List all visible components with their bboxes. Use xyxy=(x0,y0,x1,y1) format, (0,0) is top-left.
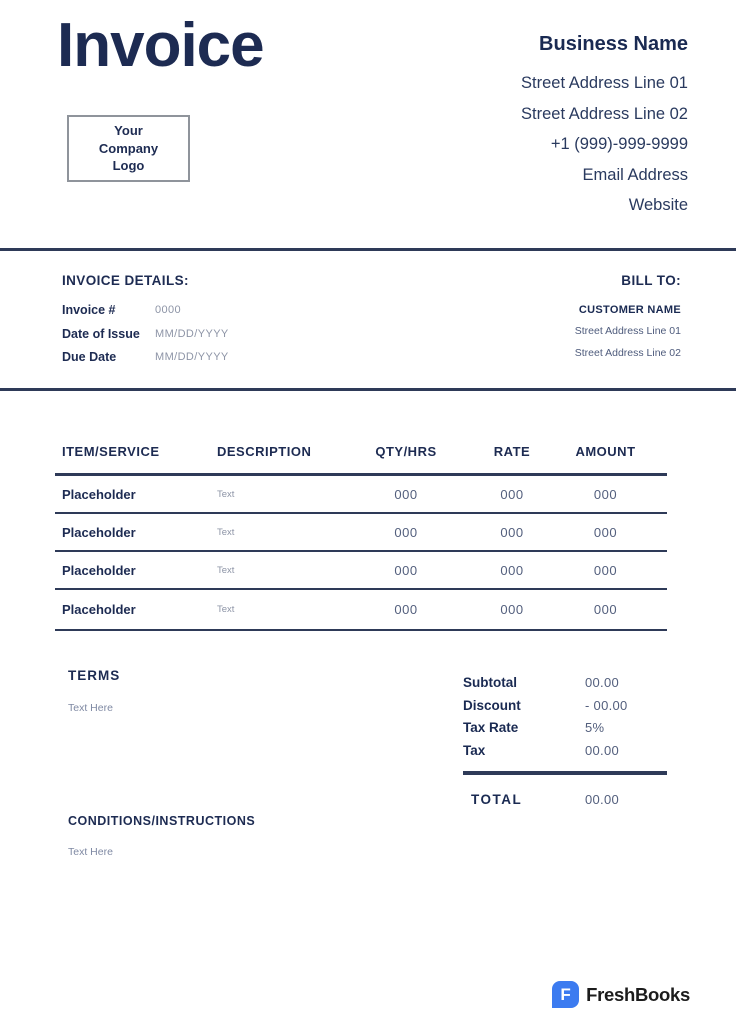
tax-rate-label: Tax Rate xyxy=(463,720,519,736)
line-items-table xyxy=(55,430,667,631)
business-address-line-2: Street Address Line 02 xyxy=(521,104,688,123)
date-of-issue-label: Date of Issue xyxy=(62,326,140,341)
invoice-number-row xyxy=(62,299,229,323)
business-name: Business Name xyxy=(539,33,688,55)
tax-rate-row xyxy=(463,717,667,740)
amount-cell: 000 xyxy=(593,524,618,540)
customer-address-line-2: Street Address Line 02 xyxy=(574,346,681,359)
business-email: Email Address xyxy=(582,165,688,184)
qty-cell: 000 xyxy=(394,602,418,617)
bill-to-heading: BILL TO: xyxy=(621,273,681,288)
conditions-body: Text Here xyxy=(68,846,113,858)
item-service-cell: Placeholder xyxy=(62,524,136,540)
company-logo-placeholder xyxy=(67,115,190,182)
date-of-issue-row xyxy=(62,323,229,347)
conditions-section xyxy=(68,812,255,858)
subtotal-value: 00.00 xyxy=(585,675,620,690)
tax-label: Tax xyxy=(463,743,486,759)
tax-row xyxy=(463,740,667,763)
column-header-description: DESCRIPTION xyxy=(217,444,312,459)
rate-cell: 000 xyxy=(500,524,524,540)
qty-cell: 000 xyxy=(394,486,418,502)
item-service-cell: Placeholder xyxy=(62,602,136,617)
table-row xyxy=(55,552,667,590)
freshbooks-icon-letter: F xyxy=(560,984,571,1004)
discount-label: Discount xyxy=(463,697,521,713)
description-cell: Text xyxy=(217,526,235,538)
column-header-qty-hrs: QTY/HRS xyxy=(375,444,437,459)
divider-details-bottom xyxy=(0,388,736,391)
terms-heading: TERMS xyxy=(68,668,121,683)
bill-to-section xyxy=(575,271,681,364)
invoice-number-value: 0000 xyxy=(155,304,182,316)
customer-address-line-1: Street Address Line 01 xyxy=(574,325,681,337)
table-row xyxy=(55,590,667,631)
total-value: 00.00 xyxy=(585,791,620,807)
description-cell: Text xyxy=(217,488,235,500)
amount-cell: 000 xyxy=(593,602,618,617)
divider-top xyxy=(0,248,736,251)
freshbooks-brand[interactable] xyxy=(552,981,690,1008)
total-row xyxy=(463,792,667,807)
item-service-cell: Placeholder xyxy=(62,486,136,502)
table-row xyxy=(55,476,667,514)
table-row xyxy=(55,514,667,552)
subtotal-label: Subtotal xyxy=(463,675,517,690)
terms-section xyxy=(68,666,120,714)
business-info xyxy=(521,32,688,221)
tax-rate-value: 5% xyxy=(585,720,605,736)
page-title: Invoice xyxy=(57,11,264,80)
item-service-cell: Placeholder xyxy=(62,562,136,578)
due-date-row xyxy=(62,346,229,370)
freshbooks-f-icon xyxy=(552,981,579,1008)
qty-cell: 000 xyxy=(394,524,418,540)
qty-cell: 000 xyxy=(394,562,418,578)
customer-name: CUSTOMER NAME xyxy=(578,304,681,316)
column-header-rate: RATE xyxy=(493,444,531,459)
column-header-amount: AMOUNT xyxy=(575,444,636,459)
description-cell: Text xyxy=(217,604,235,615)
discount-row xyxy=(463,695,667,718)
freshbooks-wordmark: FreshBooks xyxy=(586,983,690,1005)
table-header-row xyxy=(55,430,667,476)
business-phone: +1 (999)-999-9999 xyxy=(550,135,688,153)
invoice-details-heading: INVOICE DETAILS: xyxy=(62,273,189,288)
total-label: TOTAL xyxy=(471,791,523,807)
totals-divider xyxy=(463,771,667,775)
amount-cell: 000 xyxy=(593,486,618,502)
discount-value: - 00.00 xyxy=(585,697,628,713)
due-date-label: Due Date xyxy=(62,350,117,364)
rate-cell: 000 xyxy=(500,602,524,617)
totals-section xyxy=(463,672,667,807)
rate-cell: 000 xyxy=(500,562,524,578)
business-website: Website xyxy=(628,196,688,214)
company-logo-label: Your Company Logo xyxy=(98,123,159,174)
business-address-line-1: Street Address Line 01 xyxy=(521,74,688,92)
conditions-heading: CONDITIONS/INSTRUCTIONS xyxy=(68,814,256,828)
column-header-item-service: ITEM/SERVICE xyxy=(62,444,160,459)
due-date-value: MM/DD/YYYY xyxy=(155,351,229,363)
amount-cell: 000 xyxy=(593,562,618,578)
tax-value: 00.00 xyxy=(585,743,620,759)
invoice-details-section xyxy=(62,271,229,370)
subtotal-row xyxy=(463,672,667,695)
rate-cell: 000 xyxy=(500,486,524,502)
date-of-issue-value: MM/DD/YYYY xyxy=(155,327,229,340)
description-cell: Text xyxy=(217,564,235,576)
terms-body: Text Here xyxy=(68,702,113,714)
invoice-number-label: Invoice # xyxy=(62,303,116,317)
